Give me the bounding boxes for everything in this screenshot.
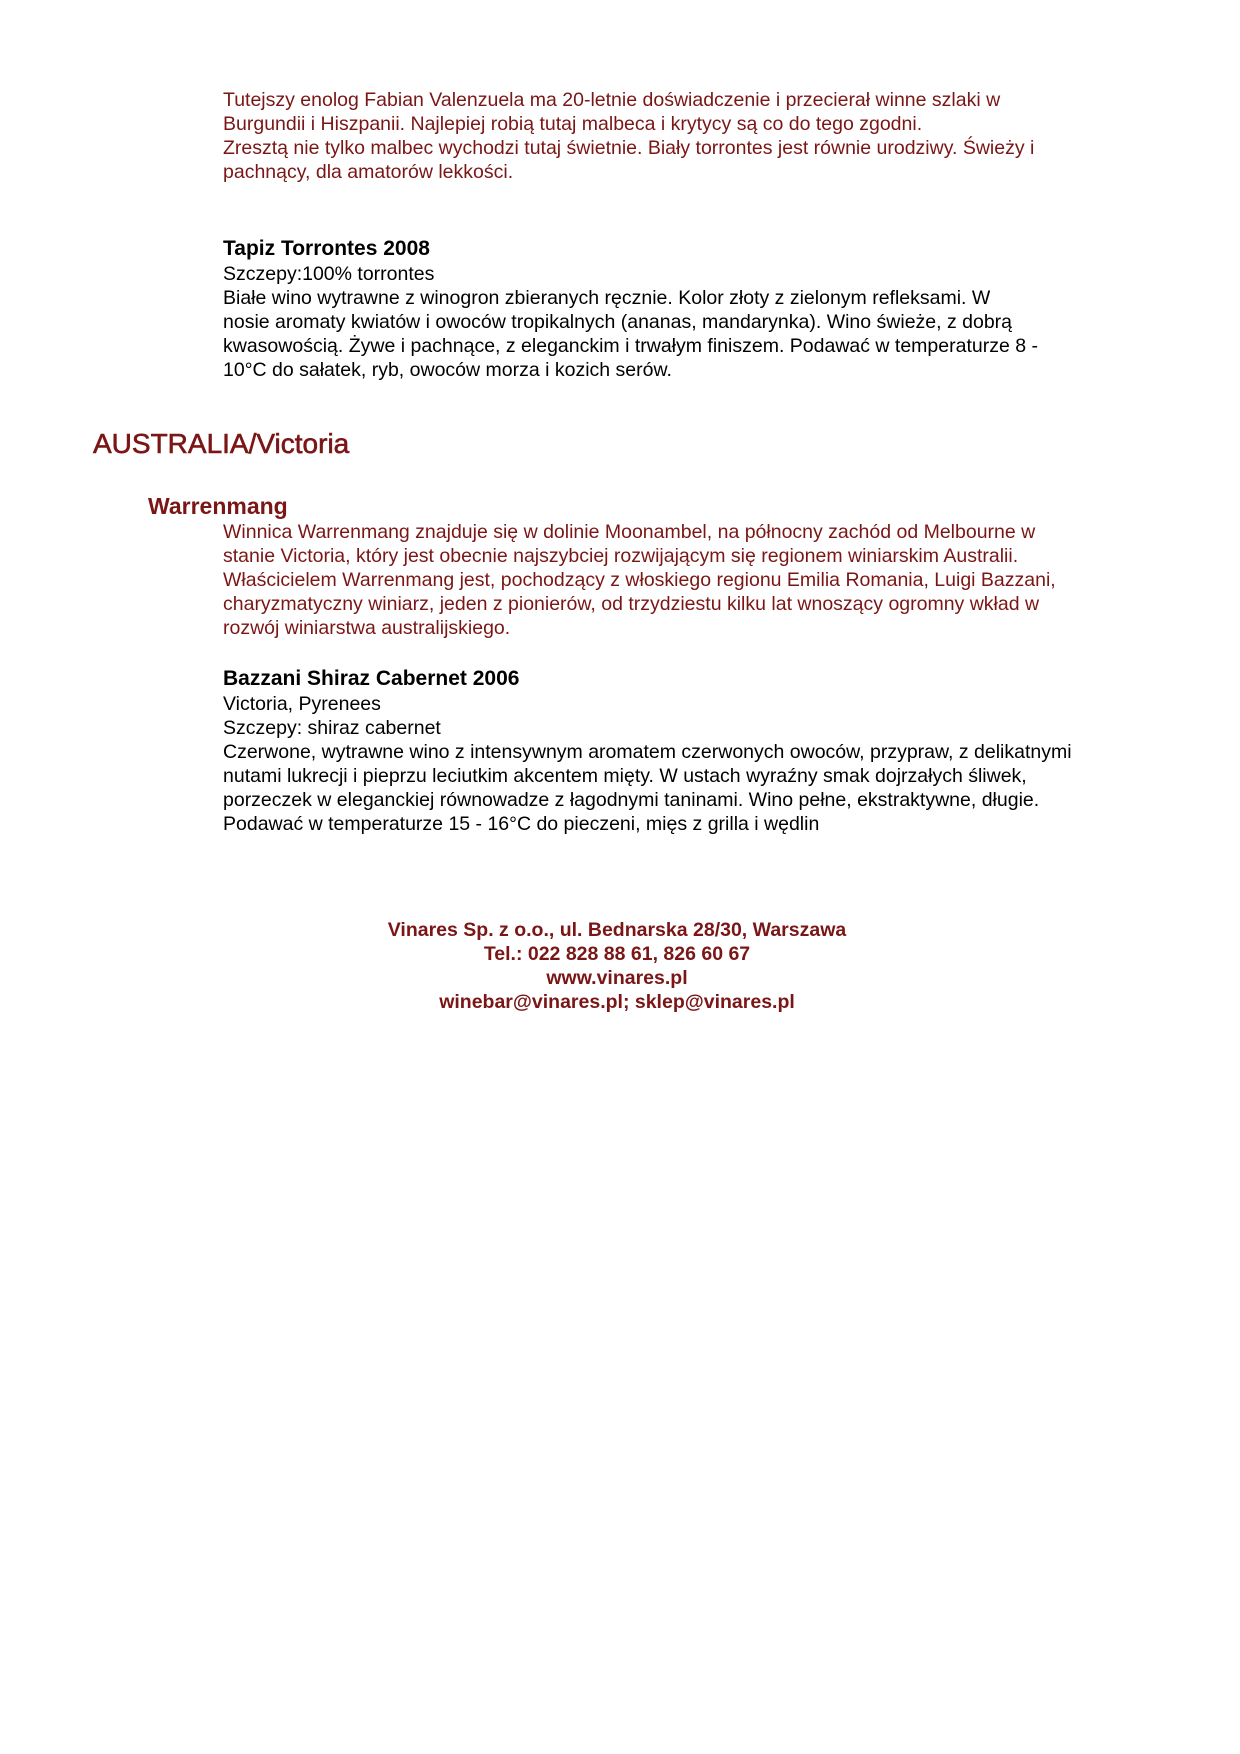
region-heading: AUSTRALIA/Victoria <box>93 428 350 459</box>
wine-grapes: Szczepy: shiraz cabernet <box>223 717 441 739</box>
wine-description-line: nosie aromaty kwiatów i owoców tropikalnych (ananas, mandarynka). Wino świeże, z dobrą <box>223 311 1013 333</box>
wine-entry-bazzani <box>223 666 1072 836</box>
intro-line: Burgundii i Hiszpanii. Najlepiej robią tutaj malbeca i krytycy są co do tego zgodni. <box>223 113 923 135</box>
wine-description-line: kwasowością. Żywe i pachnące, z eleganckim i trwałym finiszem. Podawać w temperaturze 8 - <box>223 335 1038 357</box>
wine-description-line: porzeczek w eleganckiej równowadze z łagodnymi taninami. Wino pełne, ekstraktywne, długie. <box>223 789 1040 811</box>
footer-email-links[interactable]: winebar@vinares.pl; sklep@vinares.pl <box>439 991 795 1013</box>
intro-line: Zresztą nie tylko malbec wychodzi tutaj świetnie. Biały torrontes jest równie urodziwy. Świeży i <box>223 137 1035 159</box>
footer-website-link[interactable]: www.vinares.pl <box>546 967 688 989</box>
wine-title: Bazzani Shiraz Cabernet 2006 <box>223 667 520 690</box>
wine-grapes: Szczepy:100% torrontes <box>223 263 435 285</box>
wine-description-line: 10°C do sałatek, ryb, owoców morza i kozich serów. <box>223 359 672 381</box>
footer-company-address: Vinares Sp. z o.o., ul. Bednarska 28/30, Warszawa <box>387 919 847 941</box>
winery-description-line: stanie Victoria, który jest obecnie najszybciej rozwijającym się regionem winiarskim Australii. <box>223 545 1019 567</box>
intro-line: Tutejszy enolog Fabian Valenzuela ma 20-letnie doświadczenie i przecierał winne szlaki w <box>223 89 1001 111</box>
footer-contact <box>0 918 1240 1014</box>
wine-entry-torrontes <box>223 236 1038 382</box>
intro-line: pachnący, dla amatorów lekkości. <box>223 161 514 183</box>
winery-description-line: Winnica Warrenmang znajduje się w dolinie Moonambel, na północny zachód od Melbourne w <box>223 521 1036 543</box>
winery-intro-paragraph <box>223 88 1034 184</box>
footer-phone: Tel.: 022 828 88 61, 826 60 67 <box>483 943 751 965</box>
wine-origin: Victoria, Pyrenees <box>223 693 381 715</box>
winery-description-line: Właścicielem Warrenmang jest, pochodzący z włoskiego regionu Emilia Romania, Luigi Bazzani, <box>223 569 1056 591</box>
winery-description-line: rozwój winiarstwa australijskiego. <box>223 617 511 639</box>
winery-description-line: charyzmatyczny winiarz, jeden z pionierów, od trzydziestu kilku lat wnoszący ogromny wkład w <box>223 593 1040 615</box>
wine-description-line: Czerwone, wytrawne wino z intensywnym aromatem czerwonych owoców, przypraw, z delikatnymi <box>223 741 1072 763</box>
wine-title: Tapiz Torrontes 2008 <box>223 237 430 260</box>
wine-description-line: Białe wino wytrawne z winogron zbieranych ręcznie. Kolor złoty z zielonym refleksami. W <box>223 287 991 309</box>
wine-description-line: Podawać w temperaturze 15 - 16°C do pieczeni, mięs z grilla i wędlin <box>223 813 820 835</box>
wine-description-line: nutami lukrecji i pieprzu leciutkim akcentem mięty. W ustach wyraźny smak dojrzałych śliwek, <box>223 765 1027 787</box>
winery-heading: Warrenmang <box>148 493 288 519</box>
winery-description <box>223 520 1056 640</box>
